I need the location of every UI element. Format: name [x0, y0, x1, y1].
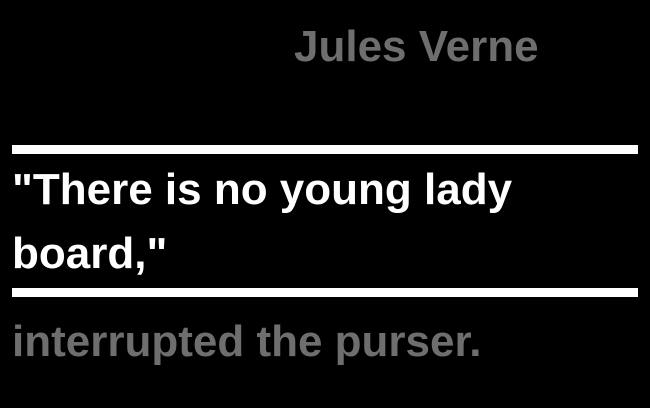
continuation-text: interrupted the purser. — [12, 317, 482, 366]
quote-line-2: board," — [12, 229, 168, 278]
top-divider — [12, 145, 638, 154]
author-name: Jules Verne — [294, 22, 539, 71]
bottom-divider — [12, 288, 638, 297]
quote-line-1: "There is no young lady — [12, 165, 513, 214]
